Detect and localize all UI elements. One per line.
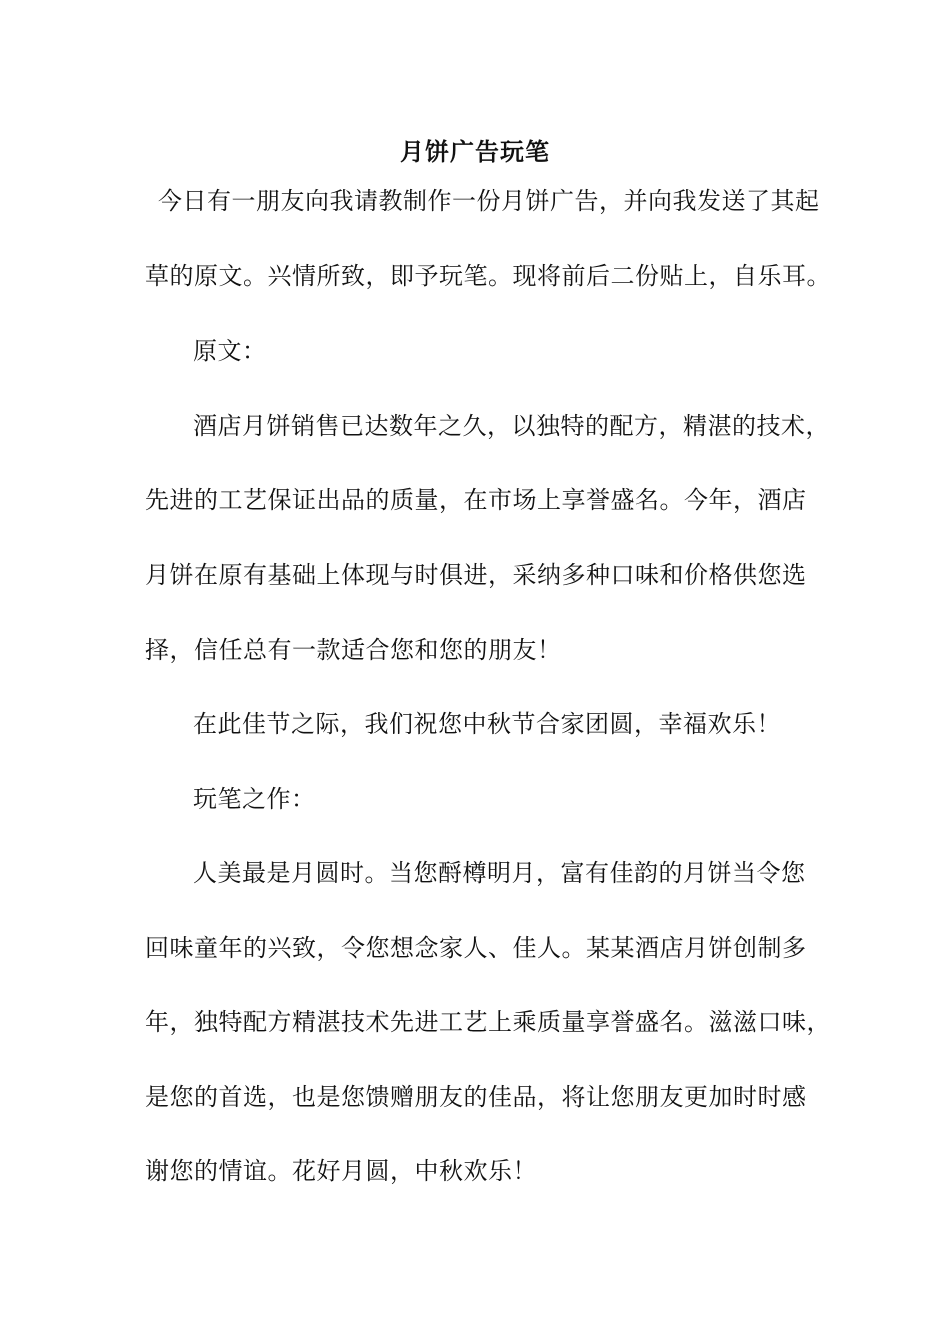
line-text: 谢您的情谊。花好月圆，中秋欢乐！ bbox=[145, 1157, 537, 1185]
line-text: 草的原文。兴情所致，即予玩笔。现将前后二份贴上，自乐耳。 bbox=[145, 262, 831, 290]
line-text: 是您的首选，也是您馈赠朋友的佳品，将让您朋友更加时时感 bbox=[145, 1083, 807, 1111]
line-text: 人美最是月圆时。当您酹樽明月，富有佳韵的月饼当令您 bbox=[193, 859, 806, 887]
section-label-rewrite: 玩笔之作： bbox=[193, 785, 316, 813]
line-text: 先进的工艺保证出品的质量，在市场上享誉盛名。今年，酒店 bbox=[145, 486, 807, 514]
line-text: 年，独特配方精湛技术先进工艺上乘质量享誉盛名。滋滋口味， bbox=[145, 1008, 831, 1036]
line-text: 月饼在原有基础上体现与时俱进，采纳多种口味和价格供您选 bbox=[145, 561, 807, 589]
line-text: 今日有一朋友向我请教制作一份月饼广告，并向我发送了其起 bbox=[158, 187, 820, 215]
line-text: 择，信任总有一款适合您和您的朋友！ bbox=[145, 636, 562, 664]
section-label-original: 原文： bbox=[193, 337, 267, 365]
line-text: 回味童年的兴致，令您想念家人、佳人。某某酒店月饼创制多 bbox=[145, 934, 807, 962]
line-text: 酒店月饼销售已达数年之久，以独特的配方，精湛的技术， bbox=[193, 412, 830, 440]
document-title: 月饼广告玩笔 bbox=[400, 137, 550, 166]
line-text: 在此佳节之际，我们祝您中秋节合家团圆，幸福欢乐！ bbox=[193, 710, 781, 738]
